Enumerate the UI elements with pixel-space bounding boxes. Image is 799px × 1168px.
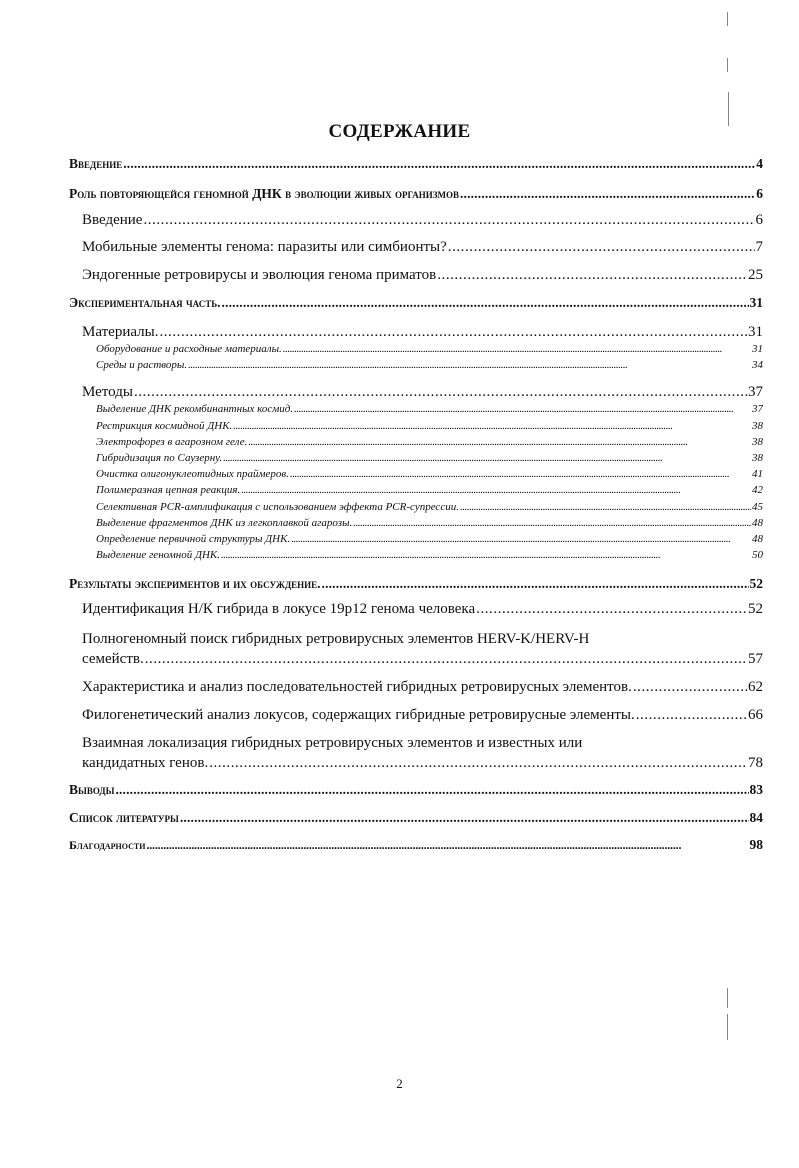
toc-title: Материалы. xyxy=(82,324,159,340)
toc-leader xyxy=(143,210,754,230)
toc-entry-materials[interactable] xyxy=(82,322,763,342)
toc-title: Введение xyxy=(82,212,143,228)
toc-title: Полимеразная цепная реакция. xyxy=(96,484,241,496)
toc-entry-method-3[interactable] xyxy=(96,435,763,449)
toc-page: 98 xyxy=(749,837,763,852)
toc-page: 83 xyxy=(749,782,763,797)
toc-entry-method-1[interactable] xyxy=(96,402,763,416)
toc-entry-role-mobile[interactable] xyxy=(82,237,763,257)
toc-leader xyxy=(636,705,747,725)
toc-title-line1: Взаимная локализация гибридных ретровирусных элементов и известных или xyxy=(82,735,583,751)
toc-entry-method-4[interactable] xyxy=(96,451,763,465)
toc-page: 6 xyxy=(756,186,763,201)
toc-leader xyxy=(448,237,755,257)
toc-title: Селективная PCR-амплификация с использованием эффекта PCR-супрессии. xyxy=(96,501,459,513)
toc-title: Эндогенные ретровирусы и эволюция генома приматов xyxy=(82,267,437,283)
toc-leader xyxy=(123,155,755,173)
toc-entry-result-4[interactable] xyxy=(82,705,763,725)
toc-entry-conclusions[interactable] xyxy=(69,781,763,799)
toc-page: 31 xyxy=(752,343,763,355)
toc-leader xyxy=(353,516,751,530)
toc-title-line1: Полногеномный поиск гибридных ретровирусных элементов HERV-K/HERV-H xyxy=(82,631,590,647)
toc-entry-media[interactable] xyxy=(96,358,763,372)
toc-entry-role[interactable] xyxy=(69,185,763,203)
toc-leader xyxy=(188,358,751,372)
toc-leader xyxy=(180,809,749,827)
toc-entry-result-2[interactable] xyxy=(82,629,763,669)
toc-entry-intro[interactable] xyxy=(69,155,763,173)
toc-entry-method-5[interactable] xyxy=(96,467,763,481)
toc-title: Идентификация Н/К гибрида в локусе 19р12 генома человека xyxy=(82,601,476,617)
toc-page: 41 xyxy=(752,468,763,480)
toc-entry-result-3[interactable] xyxy=(82,677,763,697)
toc-title: Выводы xyxy=(69,782,115,797)
toc-title: Мобильные элементы генома: паразиты или симбионты? xyxy=(82,239,447,255)
toc-entry-results[interactable] xyxy=(69,575,763,593)
toc-entry-role-intro[interactable] xyxy=(82,210,763,230)
toc-leader xyxy=(222,294,749,312)
toc-page: 37 xyxy=(752,403,763,415)
toc-title: Характеристика и анализ последовательностей гибридных ретровирусных элементов. xyxy=(82,679,632,695)
toc-title: Электрофорез в агарозном геле. xyxy=(96,436,248,448)
toc-entry-equipment[interactable] xyxy=(96,342,763,356)
toc-title: Выделение ДНК рекомбинантных космид. xyxy=(96,403,294,415)
toc-leader xyxy=(115,781,748,799)
toc-entry-acknowledgements[interactable] xyxy=(69,836,763,854)
toc-entry-method-10[interactable] xyxy=(96,548,763,562)
toc-leader xyxy=(248,435,751,449)
toc-title: Введение xyxy=(69,156,123,171)
toc-title: Результаты экспериментов и их обсуждение. xyxy=(69,576,321,591)
toc-leader xyxy=(291,532,751,546)
toc-title: Список литературы xyxy=(69,810,179,825)
toc-leader xyxy=(460,185,755,203)
toc-entry-result-1[interactable] xyxy=(82,599,763,619)
toc-title: Рестрикция космидной ДНК. xyxy=(96,420,233,432)
toc-leader xyxy=(283,342,751,356)
toc-page: 38 xyxy=(752,452,763,464)
toc-page: 31 xyxy=(749,295,763,310)
toc-leader xyxy=(223,451,751,465)
toc-leader xyxy=(221,548,751,562)
toc-page: 52 xyxy=(749,576,763,591)
toc-page: 38 xyxy=(752,420,763,432)
toc-entry-result-5[interactable] xyxy=(82,733,763,773)
toc-title: Среды и растворы. xyxy=(96,359,188,371)
toc-title: Роль повторяющейся геномной ДНК в эволюции живых организмов xyxy=(69,186,459,201)
toc-entry-role-erv[interactable] xyxy=(82,265,763,285)
toc-page: 31 xyxy=(748,324,763,340)
toc-leader xyxy=(145,649,747,669)
toc-page: 57 xyxy=(748,651,763,667)
toc-leader xyxy=(159,322,747,342)
toc-entry-method-6[interactable] xyxy=(96,483,763,497)
toc-leader xyxy=(322,575,749,593)
toc-page: 66 xyxy=(748,707,763,723)
toc-page: 25 xyxy=(748,267,763,283)
toc-entry-method-2[interactable] xyxy=(96,419,763,433)
toc-leader xyxy=(134,382,747,402)
toc-title: Оборудование и расходные материалы. xyxy=(96,343,282,355)
toc-page: 37 xyxy=(748,384,763,400)
toc-title: Филогенетический анализ локусов, содержащих гибридные ретровирусные элементы. xyxy=(82,707,635,723)
toc-entry-method-9[interactable] xyxy=(96,532,763,546)
toc-page: 50 xyxy=(752,549,763,561)
toc-page: 84 xyxy=(749,810,763,825)
toc-page: 62 xyxy=(748,679,763,695)
toc-entry-experimental[interactable] xyxy=(69,294,763,312)
toc-title: Методы xyxy=(82,384,133,400)
toc-title-line2: семейств. xyxy=(82,651,144,667)
toc-leader xyxy=(290,467,751,481)
toc-entry-references[interactable] xyxy=(69,809,763,827)
toc-page: 48 xyxy=(752,517,763,529)
toc-page: 52 xyxy=(748,601,763,617)
toc-leader xyxy=(209,753,747,773)
toc-page: 45 xyxy=(752,501,763,513)
toc-page: 6 xyxy=(755,212,763,228)
toc-leader xyxy=(294,402,751,416)
toc-page: 42 xyxy=(752,484,763,496)
toc-title: Выделение геномной ДНК. xyxy=(96,549,220,561)
toc-title: Определение первичной структуры ДНК. xyxy=(96,533,291,545)
toc-page: 34 xyxy=(752,359,763,371)
toc-entry-method-7[interactable] xyxy=(96,500,763,514)
toc-page: 38 xyxy=(752,436,763,448)
toc-title: Благодарности xyxy=(69,838,146,852)
toc-leader xyxy=(633,677,747,697)
page-number: 2 xyxy=(396,1076,403,1091)
toc-page: 78 xyxy=(748,755,763,771)
toc-leader xyxy=(460,500,751,514)
toc-entry-method-8[interactable] xyxy=(96,516,763,530)
toc-leader xyxy=(437,265,747,285)
toc-title-line2: кандидатных генов. xyxy=(82,755,209,771)
toc-leader xyxy=(146,836,748,854)
toc-page: 7 xyxy=(755,239,763,255)
toc-title: Очистка олигонуклеотидных праймеров. xyxy=(96,468,289,480)
toc-title: Экспериментальная часть. xyxy=(69,295,221,310)
toc-entry-methods[interactable] xyxy=(82,382,763,402)
toc-page: 48 xyxy=(752,533,763,545)
toc-leader xyxy=(241,483,751,497)
toc-leader xyxy=(233,419,751,433)
toc-leader xyxy=(476,599,747,619)
page-title: СОДЕРЖАНИЕ xyxy=(328,121,471,142)
toc-page: 4 xyxy=(756,156,763,171)
toc-title: Гибридизация по Саузерну. xyxy=(96,452,223,464)
toc-title: Выделение фрагментов ДНК из легкоплавкой агарозы. xyxy=(96,517,353,529)
